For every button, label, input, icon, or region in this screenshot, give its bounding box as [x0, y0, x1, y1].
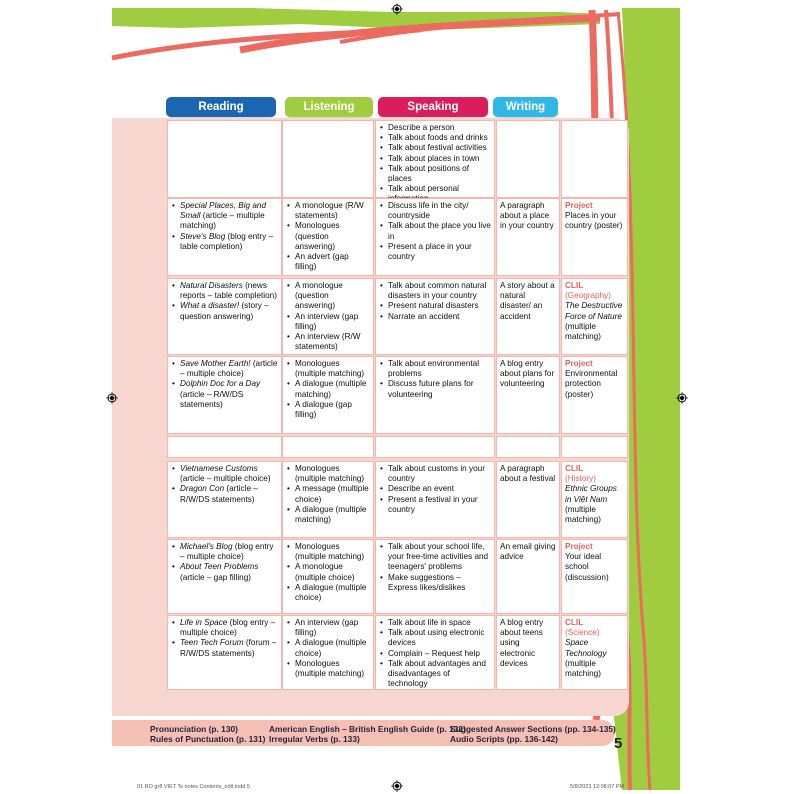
listening-item	[286, 252, 370, 272]
listening-item	[286, 379, 370, 399]
speaking-text: Describe a person	[388, 123, 455, 132]
speaking-item	[379, 123, 491, 133]
section-tag: Project	[565, 542, 593, 551]
appendix-footer	[112, 720, 615, 746]
final-sub	[565, 474, 624, 484]
listening-item	[286, 583, 370, 603]
speaking-item	[379, 281, 491, 301]
empty-cell	[282, 436, 374, 458]
listening-text: A dialogue (gap filling)	[295, 399, 352, 420]
final-body-text: Environmental protection (poster)	[565, 369, 618, 399]
writing-cell	[496, 120, 560, 198]
reading-cell	[167, 539, 282, 614]
listening-text: An advert (gap filling)	[295, 252, 349, 272]
header-reading: Reading	[166, 97, 276, 117]
speaking-text: Present a place in your country	[388, 241, 472, 262]
speaking-text: Discuss future plans for volunteering	[388, 379, 474, 399]
final-cell	[561, 198, 628, 276]
final-sub	[565, 291, 624, 301]
listening-text: An interview (R/W statements)	[295, 332, 361, 352]
section-tag: CLIL	[565, 464, 584, 473]
reading-item	[171, 232, 278, 252]
final-extra-text: (multiple matching)	[565, 504, 601, 525]
footer-suggested-answers: Suggested Answer Sections (pp. 134-135)	[450, 724, 616, 734]
listening-cell	[282, 120, 374, 198]
speaking-cell	[375, 120, 495, 198]
reading-detail: (article – multiple matching)	[180, 211, 265, 231]
reading-item	[171, 201, 278, 232]
reading-list	[171, 618, 278, 659]
writing-text	[500, 359, 556, 390]
speaking-text: Talk about personal	[388, 184, 460, 194]
listening-item	[286, 201, 370, 221]
speaking-item	[379, 464, 491, 484]
reading-detail: (blog entry – multiple choice)	[180, 542, 274, 562]
reading-detail: (blog entry – table completion)	[180, 231, 274, 251]
reading-item	[171, 359, 278, 379]
listening-item	[286, 542, 370, 562]
final-sub	[565, 628, 624, 638]
listening-text: Monologues (multiple matching)	[295, 464, 365, 484]
listening-text: Monologues (multiple matching)	[295, 658, 365, 679]
speaking-list	[379, 359, 491, 400]
writing-cell	[496, 356, 560, 434]
speaking-item	[379, 301, 491, 311]
speaking-list	[379, 123, 491, 205]
final-cell	[561, 615, 628, 690]
final-body-text: Your ideal school (discussion)	[565, 552, 609, 582]
speaking-text: Discuss life in the city/ countryside	[388, 201, 469, 221]
listening-item	[286, 618, 370, 638]
reading-cell	[167, 278, 282, 355]
listening-text: Monologues (multiple matching)	[295, 542, 365, 562]
final-body-text: The Destructive Force of Nature	[565, 301, 623, 321]
writing-cell	[496, 615, 560, 690]
listening-cell	[282, 198, 374, 276]
reading-detail: (story – question answering)	[180, 301, 269, 321]
reading-detail: (news reports – table completion)	[180, 281, 277, 301]
listening-item	[286, 312, 370, 332]
writing-text-content: A story about a natural disaster/ an accident	[500, 281, 555, 321]
speaking-item	[379, 649, 491, 659]
final-body-text: Ethnic Groups in Việt Nam	[565, 484, 617, 504]
writing-text	[500, 618, 556, 669]
final-body	[565, 211, 624, 231]
reading-title: Steve's Blog	[180, 231, 226, 241]
writing-text	[500, 542, 556, 562]
slug-filename: 01 RO gr8 VIET Ts notes Contents_edit.indd 5	[137, 784, 250, 790]
reading-cell	[167, 356, 282, 434]
listening-text: A message (multiple choice)	[295, 484, 369, 504]
final-extra	[565, 505, 624, 525]
section-tag: CLIL	[565, 281, 584, 290]
reading-title: Special Places, Big and Small	[180, 201, 267, 221]
speaking-cell	[375, 278, 495, 355]
speaking-item	[379, 312, 491, 322]
listening-cell	[282, 278, 374, 355]
reading-cell	[167, 198, 282, 276]
final-tag	[565, 618, 624, 628]
reading-title: About Teen Problems	[180, 562, 259, 572]
listening-item	[286, 638, 370, 658]
listening-text: A dialogue (multiple choice)	[295, 582, 367, 603]
speaking-text: Present a festival in your country	[388, 494, 478, 514]
listening-cell	[282, 539, 374, 614]
section-tag: CLIL	[565, 618, 584, 627]
writing-text	[500, 464, 556, 484]
speaking-text: Describe an event	[388, 484, 454, 494]
speaking-item	[379, 164, 491, 184]
reading-item	[171, 638, 278, 658]
final-tag	[565, 281, 624, 291]
listening-list	[286, 201, 370, 272]
listening-item	[286, 400, 370, 420]
reading-list	[171, 359, 278, 410]
reading-title: Life in Space	[180, 618, 228, 627]
speaking-text: Make suggestions – Express likes/dislikes	[388, 572, 466, 592]
final-extra	[565, 659, 624, 679]
speaking-text: Talk about advantages and disadvantages of technology	[388, 658, 486, 689]
speaking-item	[379, 542, 491, 573]
writing-cell	[496, 539, 560, 614]
speaking-cell	[375, 461, 495, 538]
final-cell	[561, 539, 628, 614]
listening-item	[286, 505, 370, 525]
listening-text: An interview (gap filling)	[295, 311, 359, 331]
speaking-item	[379, 573, 491, 593]
section-tag: Project	[565, 359, 593, 368]
speaking-item	[379, 379, 491, 399]
final-cell	[561, 356, 628, 434]
footer-am-br-guide: American English – British English Guide (p. 132)	[269, 724, 466, 734]
final-body	[565, 301, 624, 321]
speaking-text: Talk about environmental problems	[388, 359, 480, 379]
reading-cell	[167, 461, 282, 538]
listening-text: A monologue (question answering)	[295, 281, 343, 311]
writing-cell	[496, 278, 560, 355]
listening-text: A monologue (multiple choice)	[295, 562, 355, 582]
speaking-item	[379, 133, 491, 143]
final-extra-text: (multiple matching)	[565, 321, 601, 342]
reading-item	[171, 542, 278, 562]
listening-cell	[282, 615, 374, 690]
section-tag: Project	[565, 201, 593, 210]
final-extra-text: (multiple matching)	[565, 658, 601, 679]
reading-item	[171, 484, 278, 504]
listening-item	[286, 332, 370, 352]
writing-text-content: An email giving advice	[500, 542, 556, 562]
speaking-list	[379, 542, 491, 593]
listening-text: A dialogue (multiple choice)	[295, 638, 367, 658]
listening-list	[286, 464, 370, 525]
final-body	[565, 638, 624, 658]
writing-text	[500, 281, 556, 322]
registration-mark-icon	[106, 392, 118, 404]
listening-text: A monologue (R/W statements)	[295, 201, 364, 221]
listening-text: An interview (gap filling)	[295, 618, 359, 638]
reading-title: What a disaster!	[180, 301, 240, 311]
reading-detail: (article – multiple choice)	[180, 474, 271, 484]
writing-text-content: A blog entry about teens using electronic devices	[500, 618, 544, 668]
subject-label: (Science)	[565, 628, 600, 638]
reading-list	[171, 201, 278, 252]
reading-item	[171, 379, 278, 410]
reading-detail: (forum – R/W/DS statements)	[180, 638, 277, 658]
writing-text-content: A paragraph about a place in your country	[500, 201, 554, 231]
speaking-item	[379, 221, 491, 241]
listening-item	[286, 221, 370, 252]
final-tag	[565, 464, 624, 474]
listening-item	[286, 484, 370, 504]
speaking-list	[379, 281, 491, 322]
reading-detail: (article – gap filling)	[180, 572, 251, 582]
listening-cell	[282, 461, 374, 538]
reading-title: Save Mother Earth!	[180, 359, 251, 368]
listening-text: Monologues (question answering)	[295, 221, 340, 251]
reading-detail: (article – R/W/DS statements)	[180, 484, 258, 504]
reading-cell	[167, 615, 282, 690]
reading-detail: (article – R/W/DS statements)	[180, 389, 244, 409]
final-cell	[561, 120, 628, 198]
contents-table	[112, 118, 629, 716]
listening-list	[286, 542, 370, 603]
reading-item	[171, 464, 278, 484]
reading-detail: (article – multiple choice)	[180, 359, 278, 379]
final-extra	[565, 322, 624, 342]
speaking-text: Talk about festival activities	[388, 143, 487, 153]
speaking-list	[379, 618, 491, 689]
empty-cell	[167, 436, 282, 458]
listening-item	[286, 281, 370, 312]
reading-item	[171, 618, 278, 638]
empty-cell	[561, 436, 628, 458]
speaking-list	[379, 464, 491, 515]
page-number: 5	[614, 735, 623, 752]
registration-mark-icon	[391, 780, 403, 792]
speaking-item	[379, 659, 491, 690]
final-body	[565, 369, 624, 400]
speaking-item	[379, 143, 491, 153]
final-body-text: Places in your country (poster)	[565, 211, 623, 231]
listening-list	[286, 281, 370, 352]
speaking-cell	[375, 198, 495, 276]
slug-timestamp: 5/8/2023 12:08:07 PM	[570, 784, 625, 790]
speaking-cell	[375, 539, 495, 614]
subject-label: (Geography)	[565, 291, 611, 301]
empty-cell	[496, 436, 560, 458]
final-cell	[561, 278, 628, 355]
reading-title: Teen Tech Forum	[180, 638, 244, 648]
speaking-cell	[375, 615, 495, 690]
speaking-text: Present natural disasters	[388, 301, 479, 311]
speaking-text: Talk about your school life, your free-time activities and teenagers' problems	[388, 542, 489, 572]
listening-text: A dialogue (multiple matching)	[295, 379, 367, 399]
registration-mark-icon	[676, 392, 688, 404]
speaking-item	[379, 618, 491, 628]
listening-item	[286, 359, 370, 379]
header-writing: Writing	[493, 97, 558, 117]
reading-list	[171, 464, 278, 505]
reading-cell	[167, 120, 282, 198]
final-body	[565, 484, 624, 504]
speaking-list	[379, 201, 491, 262]
final-tag	[565, 201, 624, 211]
listening-item	[286, 562, 370, 582]
reading-list	[171, 281, 278, 322]
speaking-text: Complain – Request help	[388, 648, 480, 658]
reading-item	[171, 562, 278, 582]
footer-irregular-verbs: Irregular Verbs (p. 133)	[269, 734, 360, 744]
speaking-text: Talk about foods and drinks	[388, 133, 488, 143]
footer-pronunciation: Pronunciation (p. 130)	[150, 724, 238, 734]
speaking-item	[379, 484, 491, 494]
speaking-item	[379, 201, 491, 221]
speaking-item	[379, 154, 491, 164]
reading-item	[171, 281, 278, 301]
reading-title: Michael's Blog	[180, 542, 233, 551]
listening-cell	[282, 356, 374, 434]
reading-title: Natural Disasters	[180, 281, 243, 290]
listening-list	[286, 618, 370, 679]
writing-cell	[496, 461, 560, 538]
listening-item	[286, 464, 370, 484]
writing-text	[500, 201, 556, 232]
reading-title: Vietnamese Customs	[180, 464, 258, 473]
listening-list	[286, 359, 370, 420]
writing-text-content: A blog entry about plans for volunteering	[500, 359, 555, 389]
speaking-item	[379, 628, 491, 648]
final-tag	[565, 359, 624, 369]
reading-detail: (blog entry – multiple choice)	[180, 618, 276, 638]
final-body-text: Space Technology	[565, 638, 607, 658]
empty-cell	[375, 436, 495, 458]
listening-item	[286, 659, 370, 679]
header-listening: Listening	[285, 97, 373, 117]
speaking-text: Narrate an accident	[388, 311, 460, 321]
speaking-text: Talk about positions of places	[388, 163, 470, 184]
final-cell	[561, 461, 628, 538]
speaking-item	[379, 359, 491, 379]
footer-audio-scripts: Audio Scripts (pp. 136-142)	[450, 734, 558, 744]
reading-item	[171, 301, 278, 321]
reading-title: Dragon Con	[180, 484, 225, 494]
speaking-text: Talk about places in town	[388, 153, 480, 163]
speaking-item	[379, 495, 491, 515]
footer-punctuation: Rules of Punctuation (p. 131)	[150, 734, 266, 744]
speaking-text: Talk about life in space	[388, 618, 471, 627]
speaking-text: Talk about common natural disasters in your country	[388, 281, 487, 301]
speaking-text: Talk about using electronic devices	[388, 628, 485, 648]
writing-text-content: A paragraph about a festival	[500, 464, 556, 484]
final-body	[565, 552, 624, 583]
speaking-text: Talk about the place you live in	[388, 221, 491, 241]
subject-label: (History)	[565, 474, 596, 484]
listening-text: Monologues (multiple matching)	[295, 359, 365, 379]
speaking-cell	[375, 356, 495, 434]
listening-text: A dialogue (multiple matching)	[295, 504, 367, 525]
writing-cell	[496, 198, 560, 276]
registration-mark-icon	[391, 3, 403, 15]
header-speaking: Speaking	[378, 97, 488, 117]
reading-title: Dolphin Doc for a Day	[180, 379, 261, 389]
speaking-item	[379, 242, 491, 262]
speaking-text: Talk about customs in your country	[388, 464, 485, 484]
final-tag	[565, 542, 624, 552]
reading-list	[171, 542, 278, 583]
